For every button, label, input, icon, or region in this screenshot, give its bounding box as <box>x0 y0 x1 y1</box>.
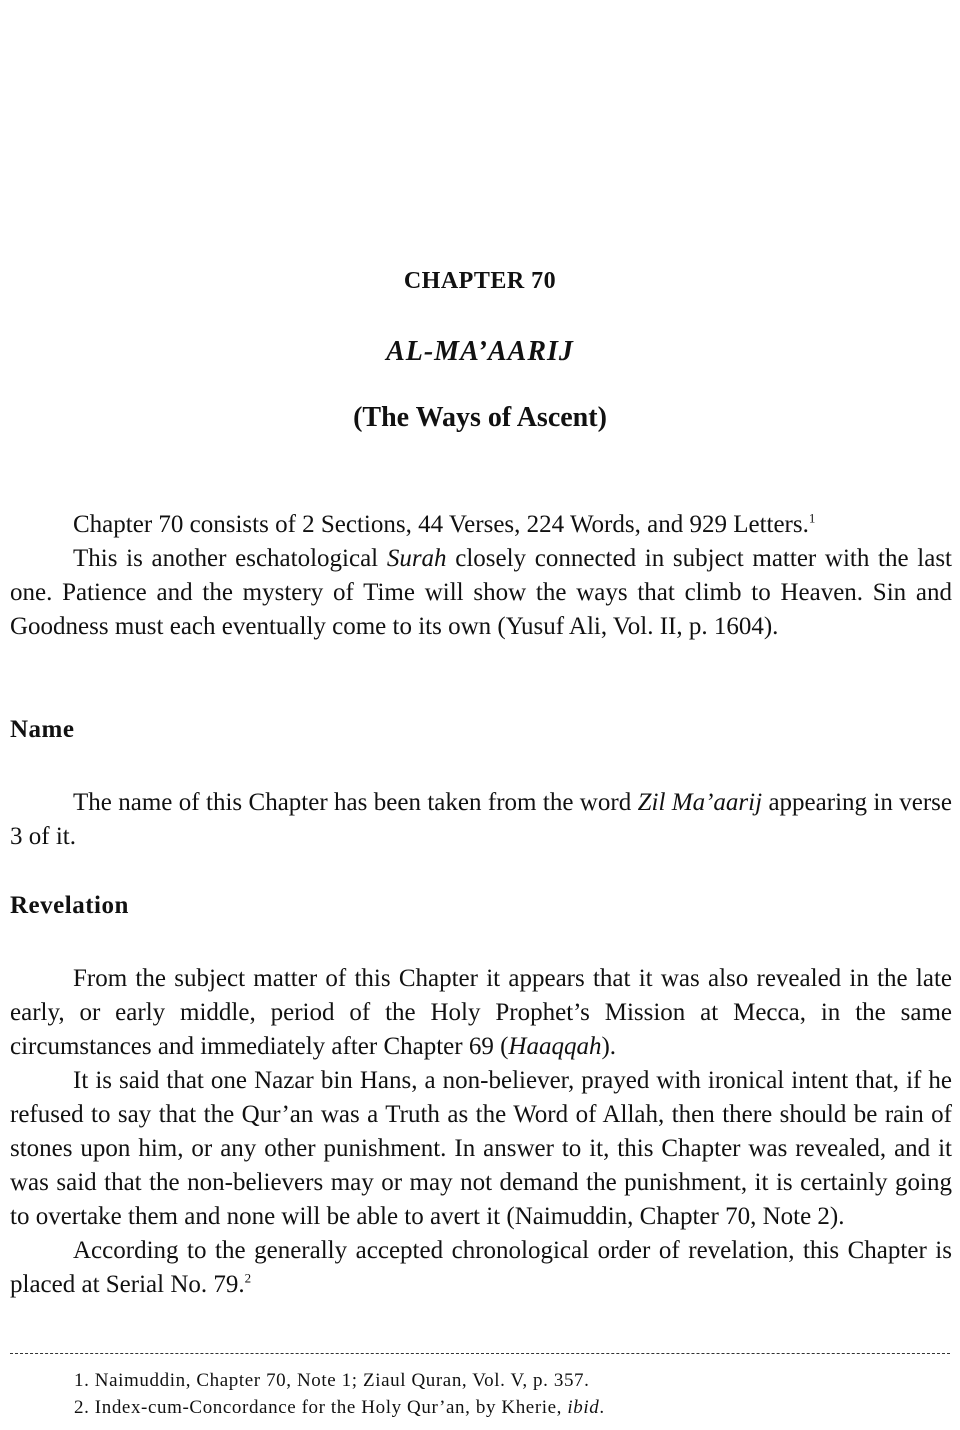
footnote-divider <box>10 1353 950 1354</box>
name-paragraph-emphasis: Zil Ma’aarij <box>637 789 763 816</box>
footnote-ref-1: 1 <box>808 510 816 526</box>
revelation-section <box>10 962 952 1302</box>
revelation-paragraph-1-text-b: ). <box>601 1033 617 1060</box>
chapter-subtitle: (The Ways of Ascent) <box>353 402 607 433</box>
name-paragraph-text-b: appearing in verse 3 of it. <box>10 789 952 850</box>
footnote-2-text-a: 2. Index-cum-Concordance for the Holy Qur’an, by Kherie, <box>74 1397 568 1418</box>
revelation-paragraph-1 <box>10 962 952 1064</box>
intro-paragraph-2-text-a: This is another eschatological <box>73 545 387 572</box>
chapter-title: AL-MA’AARIJ <box>386 336 574 367</box>
intro-paragraph-1-text: Chapter 70 consists of 2 Sections, 44 Verses, 224 Words, and 929 Letters. <box>73 511 809 538</box>
chapter-label: CHAPTER 70 <box>403 268 557 294</box>
footnote-2-emphasis: ibid <box>567 1397 600 1418</box>
revelation-paragraph-3 <box>10 1234 952 1302</box>
revelation-paragraph-1-text-a: From the subject matter of this Chapter it appears that it was also revealed in the late early, or early middle, period of the Holy Prophet’s Mission at Mecca, in the same circumstances and immediately after Chapter 69 ( <box>10 965 952 1060</box>
footnotes <box>74 1367 605 1421</box>
revelation-paragraph-3-text: According to the generally accepted chronological order of revelation, this Chapter is placed at Serial No. 79. <box>10 1237 952 1298</box>
name-heading: Name <box>10 716 75 743</box>
intro-paragraph-2 <box>10 542 952 644</box>
intro-paragraph-2-text-b: closely connected in subject matter with the last one. Patience and the mystery of Time will show the ways that climb to Heaven. Sin and Goodness must each eventually come to its own (Yusuf Ali, Vol. II, p. 1604). <box>10 545 953 640</box>
footnote-ref-2: 2 <box>244 1270 252 1286</box>
revelation-paragraph-2: It is said that one Nazar bin Hans, a non-believer, prayed with ironical intent that, if he refused to say that the Qur’an was a Truth as the Word of Allah, then there should be rain of stones upon him, or any other punishment. In answer to it, this Chapter was revealed, and it was said that the non-believers may or may not demand the punishment, it is certainly going to overtake them and none will be able to avert it (Naimuddin, Chapter 70, Note 2). <box>10 1067 952 1230</box>
intro-paragraph-2-emphasis: Surah <box>386 545 447 572</box>
name-paragraph <box>10 786 952 854</box>
footnote-1: 1. Naimuddin, Chapter 70, Note 1; Ziaul Quran, Vol. V, p. 357. <box>74 1370 590 1391</box>
intro-paragraph-1 <box>10 508 952 542</box>
name-paragraph-text-a: The name of this Chapter has been taken from the word <box>73 789 638 816</box>
name-section <box>10 786 952 854</box>
intro-section <box>10 508 952 644</box>
footnote-2-text-b: . <box>599 1397 605 1418</box>
revelation-paragraph-1-emphasis: Haaqqah <box>508 1033 602 1060</box>
revelation-heading: Revelation <box>10 892 129 919</box>
footnote-2 <box>74 1394 605 1421</box>
